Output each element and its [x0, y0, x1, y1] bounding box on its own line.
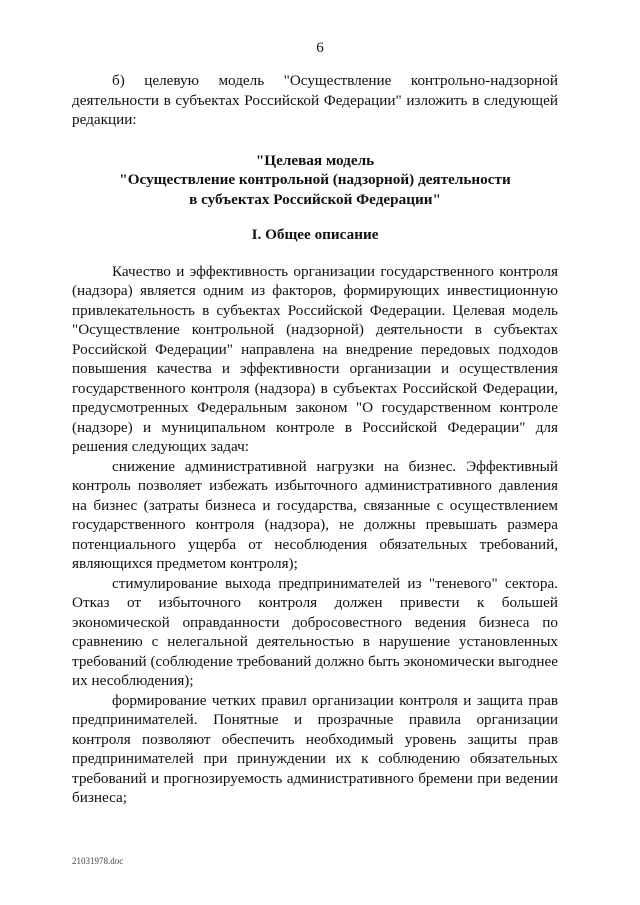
model-title-line-1: "Целевая модель [255, 151, 375, 169]
model-title-line-3: в субъектах Российской Федерации" [189, 190, 441, 208]
task-item-control-rules: формирование четких правил организации контроля и защита прав предпринимателей. Понятные и прозрачные правила организации контроля позволяют обеспечить необходимый уровень защиты прав предпринимателей при принуждении их к соблюдению обязательных требований и прогнозируемость административного бремени при ведении бизнеса; [72, 691, 558, 806]
document-body [72, 71, 558, 808]
task-item-shadow-sector: стимулирование выхода предпринимателей из "теневого" сектора. Отказ от избыточного контроля должен привести к большей экономической оправданности добросовестного ведения бизнеса по сравнению с нелегальной деятельностью в нарушение установленных требований (соблюдение требований должно быть экономически выгоднее их несоблюдения); [72, 574, 558, 689]
body-paragraph: Качество и эффективность организации государственного контроля (надзора) является одним из факторов, формирующих инвестиционную привлекательность в субъектах Российской Федерации. Целевая модель "Осуществление контрольной (надзорной) деятельности в субъектах Российской Федерации" направлена на внедрение передовых подходов повышения качества и эффективности организации и осуществления государственного контроля (надзора) в субъектах Российской Федерации, предусмотренных Федеральным законом "О государственном контроле (надзоре) и муниципальном контроле в Российской Федерации" для решения следующих задач: [72, 262, 558, 455]
task-item-admin-burden: снижение административной нагрузки на бизнес. Эффективный контроль позволяет избежать избыточного административного давления на бизнес (затраты бизнеса и государства, связанные с осуществлением государственного контроля (надзора), не должны превышать размера потенциального ущерба от несоблюдения обязательных требований, являющихся предметом контроля); [72, 457, 558, 572]
intro-paragraph: б) целевую модель "Осуществление контрольно-надзорной деятельности в субъектах Российской Федерации" изложить в следующей редакции: [72, 72, 558, 128]
document-code: 21031978.doc [72, 856, 124, 866]
page-number: 6 [316, 40, 324, 56]
model-title [72, 151, 558, 210]
model-title-line-2: "Осуществление контрольной (надзорной) деятельности [119, 171, 511, 188]
section-heading: I. Общее описание [251, 226, 379, 243]
